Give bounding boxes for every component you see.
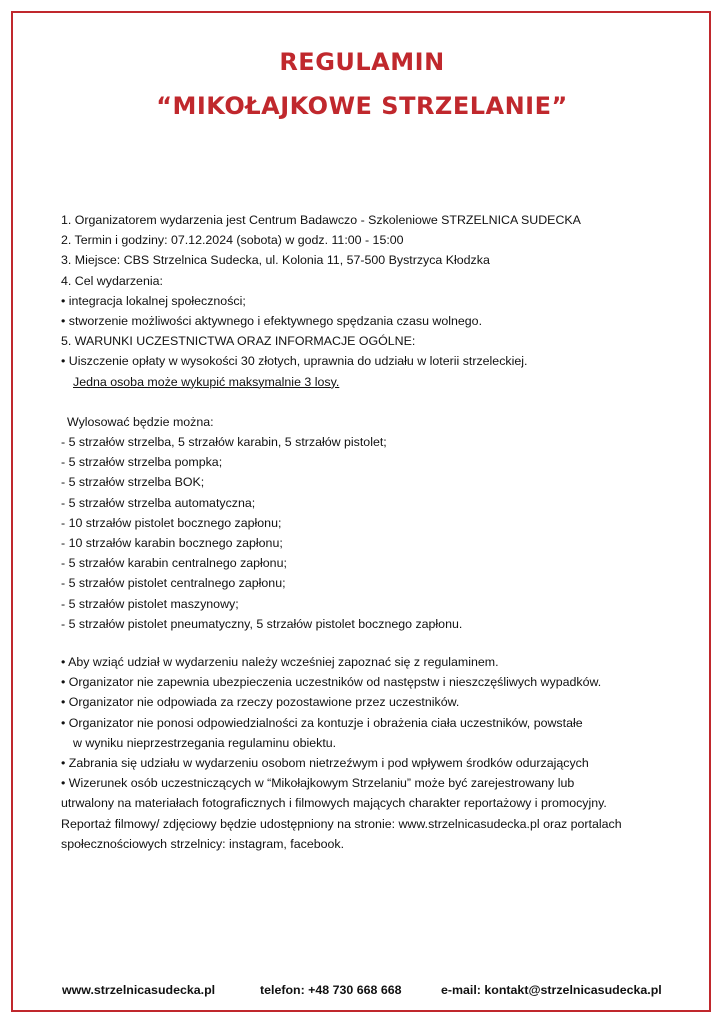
spacer xyxy=(61,392,661,412)
rule-item: • Wizerunek osób uczestniczących w “Mikołajkowym Strzelaniu” może być zarejestrowany lub xyxy=(61,776,575,791)
intro-line-organizer: 1. Organizatorem wydarzenia jest Centrum Badawczo - Szkoleniowe STRZELNICA SUDECKA xyxy=(61,213,581,227)
prize-item: - 5 strzałów strzelba BOK; xyxy=(61,475,205,490)
prize-item: - 10 strzałów pistolet bocznego zapłonu; xyxy=(61,515,282,530)
footer-phone: telefon: +48 730 668 668 xyxy=(260,983,402,997)
footer-website-link[interactable]: www.strzelnicasudecka.pl xyxy=(62,983,216,997)
rule-item: • Organizator nie ponosi odpowiedzialności za kontuzje i obrażenia ciała uczestników, powstałe xyxy=(61,715,583,730)
prize-item: - 5 strzałów pistolet centralnego zapłonu; xyxy=(61,576,286,591)
prizes-heading: Wylosować będzie można: xyxy=(67,414,214,429)
footer-email[interactable]: e-mail: kontakt@strzelnicasudecka.pl xyxy=(441,983,662,997)
regulations-body xyxy=(61,210,661,854)
intro-line-place: 3. Miejsce: CBS Strzelnica Sudecka, ul. Kolonia 11, 57-500 Bystrzyca Kłodzka xyxy=(61,253,490,268)
rule-item: • Zabrania się udziału w wydarzeniu osobom nietrzeźwym i pod wpływem środków odurzających xyxy=(61,756,589,771)
prizes-section xyxy=(61,412,661,634)
intro-line-conditions: 5. WARUNKI UCZESTNICTWA ORAZ INFORMACJE OGÓLNE: xyxy=(61,334,416,349)
rule-item-continued: Reportaż filmowy/ zdjęciowy będzie udostępniony na stronie: www.strzelnicasudecka.pl oraz portalach xyxy=(61,816,622,831)
intro-goal-item: • stworzenie możliwości aktywnego i efektywnego spędzania czasu wolnego. xyxy=(61,314,483,329)
rule-item: • Organizator nie odpowiada za rzeczy pozostawione przez uczestników. xyxy=(61,695,460,710)
rule-item-continued: w wyniku nieprzestrzegania regulaminu obiektu. xyxy=(73,735,337,750)
prize-item: - 5 strzałów pistolet pneumatyczny, 5 strzałów pistolet bocznego zapłonu. xyxy=(61,616,463,631)
intro-line-goal: 4. Cel wydarzenia: xyxy=(61,273,163,288)
intro-section xyxy=(61,210,661,392)
rule-item: • Organizator nie zapewnia ubezpieczenia uczestników od następstw i nieszczęśliwych wypadków. xyxy=(61,675,602,690)
prize-item: - 5 strzałów strzelba, 5 strzałów karabin, 5 strzałów pistolet; xyxy=(61,435,387,450)
rule-item: • Aby wziąć udział w wydarzeniu należy wcześniej zapoznać się z regulaminem. xyxy=(61,655,499,670)
event-title: “MIKOŁAJKOWE STRZELANIE” xyxy=(156,92,568,120)
rule-item-continued: społecznościowych strzelnicy: instagram, facebook. xyxy=(61,836,345,851)
rules-section xyxy=(61,652,661,854)
prize-item: - 10 strzałów karabin bocznego zapłonu; xyxy=(61,536,283,551)
limit-note: Jedna osoba może wykupić maksymalnie 3 losy. xyxy=(73,374,340,389)
rule-item-continued: utrwalony na materiałach fotograficznych i filmowych mających charakter reportażowy i promocyjny. xyxy=(61,796,607,811)
prize-item: - 5 strzałów pistolet maszynowy; xyxy=(61,596,239,611)
prize-item: - 5 strzałów strzelba pompka; xyxy=(61,455,223,470)
page-title: REGULAMIN xyxy=(279,48,445,76)
prize-item: - 5 strzałów strzelba automatyczna; xyxy=(61,495,256,510)
prize-item: - 5 strzałów karabin centralnego zapłonu; xyxy=(61,556,287,571)
spacer xyxy=(61,634,661,652)
intro-line-date: 2. Termin i godziny: 07.12.2024 (sobota) w godz. 11:00 - 15:00 xyxy=(61,233,404,248)
intro-fee-item: • Uiszczenie opłaty w wysokości 30 złotych, uprawnia do udziału w loterii strzeleckiej. xyxy=(61,354,528,369)
intro-goal-item: • integracja lokalnej społeczności; xyxy=(61,293,246,308)
